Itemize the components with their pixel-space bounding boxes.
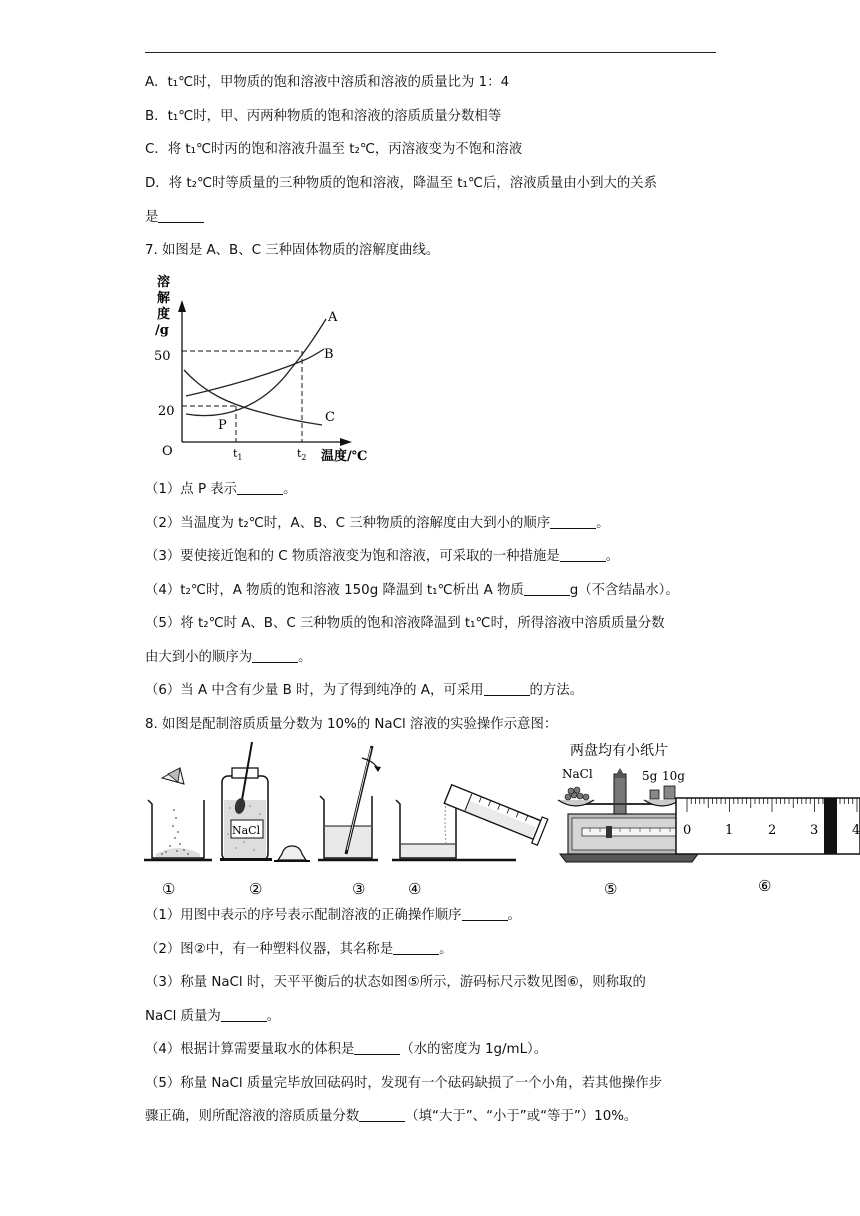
option-a: A．t₁℃时，甲物质的饱和溶液中溶质和溶液的质量比为 1：4 [145,75,510,90]
ylabel-3: 度 [157,307,171,322]
step4-beaker [392,781,548,860]
x-axis-arrow [340,438,352,446]
balance-left-label: NaCl [562,767,593,781]
step4-label: ④ [408,880,422,898]
q8-sub1: （1）用图中表示的序号表示配制溶液的正确操作顺序 。 [145,908,521,923]
answer-blank [462,906,508,921]
solubility-graph [150,270,380,470]
answer-blank [484,681,530,696]
q7-sub6: （6）当 A 中含有少量 B 时，为了得到纯净的 A，可采用 的方法。 [145,683,584,698]
ruler-tick-2: 2 [768,823,777,838]
q7-sub2: （2）当温度为 t₂℃时，A、B、C 三种物质的溶解度由大到小的顺序 。 [145,516,610,531]
step3-label: ③ [352,880,366,898]
jar-label: NaCl [232,824,261,837]
step5-label: ⑤ [604,880,618,898]
step1-beaker [144,768,212,860]
curve-a-label: A [328,310,338,325]
step2-jar [220,742,310,861]
step2-label: ② [249,880,263,898]
x-tick-t1: $t_1$ [233,447,243,462]
answer-blank [550,514,596,529]
option-d: D．将 t₂℃时等质量的三种物质的饱和溶液，降温至 t₁℃后，溶液质量由小到大的关系 [145,176,658,191]
q8-stem: 8. 如图是配制溶质质量分数为 10%的 NaCl 溶液的实验操作示意图： [145,717,558,732]
q7-sub4: （4）t₂℃时，A 物质的饱和溶液 150g 降温到 t₁℃析出 A 物质 g（不含结晶水）。 [145,583,679,598]
step6-label: ⑥ [758,877,772,895]
q8-sub5-cont: 骤正确，则所配溶液的溶质质量分数 （填“大于”、“小于”或“等于”）10%。 [145,1109,638,1124]
step1-label: ① [162,880,176,898]
answer-blank [393,940,439,955]
q7-sub1: （1）点 P 表示 。 [145,482,297,497]
q8-sub2: （2）图②中，有一种塑料仪器，其名称是 。 [145,942,453,957]
answer-blank [359,1107,405,1122]
q7-sub3: （3）要使接近饱和的 C 物质溶液变为饱和溶液，可采取的一种措施是 。 [145,549,620,564]
x-tick-t2: $t_2$ [297,447,307,462]
step6-ruler [676,798,860,854]
curve-b-label: B [324,347,334,362]
answer-blank [560,547,606,562]
weight-10g-label: 10g [662,769,685,783]
q8-sub4: （4）根据计算需要量取水的体积是 （水的密度为 1g/mL）。 [145,1042,548,1057]
ylabel-2: 解 [157,291,171,306]
y-axis-arrow [178,300,186,312]
option-b: B．t₁℃时，甲、丙两种物质的饱和溶液的溶质质量分数相等 [145,109,502,124]
ruler-tick-4: 4 [852,823,860,838]
y-tick-20: 20 [158,404,175,419]
ruler-tick-0: 0 [683,823,692,838]
curve-c-label: C [325,410,335,425]
answer-blank [354,1040,400,1055]
ruler-tick-1: 1 [725,823,734,838]
curve-a [186,319,326,416]
weight-5g-label: 5g [642,769,658,783]
q8-sub5: （5）称量 NaCl 质量完毕放回砝码时，发现有一个砝码缺损了一个小角，若其他操作步 [145,1076,662,1091]
answer-blank [158,208,204,223]
q8-sub3-cont: NaCl 质量为 。 [145,1009,281,1024]
ylabel-4: /g [155,323,169,338]
y-axis-label [155,274,171,338]
option-c: C．将 t₁℃时丙的饱和溶液升温至 t₂℃，丙溶液变为不饱和溶液 [145,142,523,157]
origin-label: O [162,444,173,459]
option-d-cont: 是 [145,208,204,228]
q7-sub5: （5）将 t₂℃时 A、B、C 三种物质的饱和溶液降温到 t₁℃时，所得溶液中溶质质量分数 [145,616,665,631]
q7-stem: 7. 如图是 A、B、C 三种固体物质的溶解度曲线。 [145,243,440,258]
ruler-rider [824,798,837,854]
answer-blank [252,648,298,663]
ruler-tick-3: 3 [810,823,819,838]
q7-sub5-cont: 由大到小的顺序为 。 [145,650,312,665]
header-rule [145,52,716,53]
step3-beaker [318,746,381,860]
experiment-figure [140,738,860,898]
x-axis-label: 温度/℃ [321,449,368,464]
balance-title: 两盘均有小纸片 [570,743,668,759]
answer-blank [237,480,283,495]
q8-sub3: （3）称量 NaCl 时，天平平衡后的状态如图⑤所示，游码标尺示数见图⑥，则称取的 [145,975,646,990]
answer-blank [524,581,570,596]
point-p-label: P [218,418,227,433]
answer-blank [221,1007,267,1022]
y-tick-50: 50 [154,349,171,364]
ylabel-1: 溶 [157,275,171,290]
